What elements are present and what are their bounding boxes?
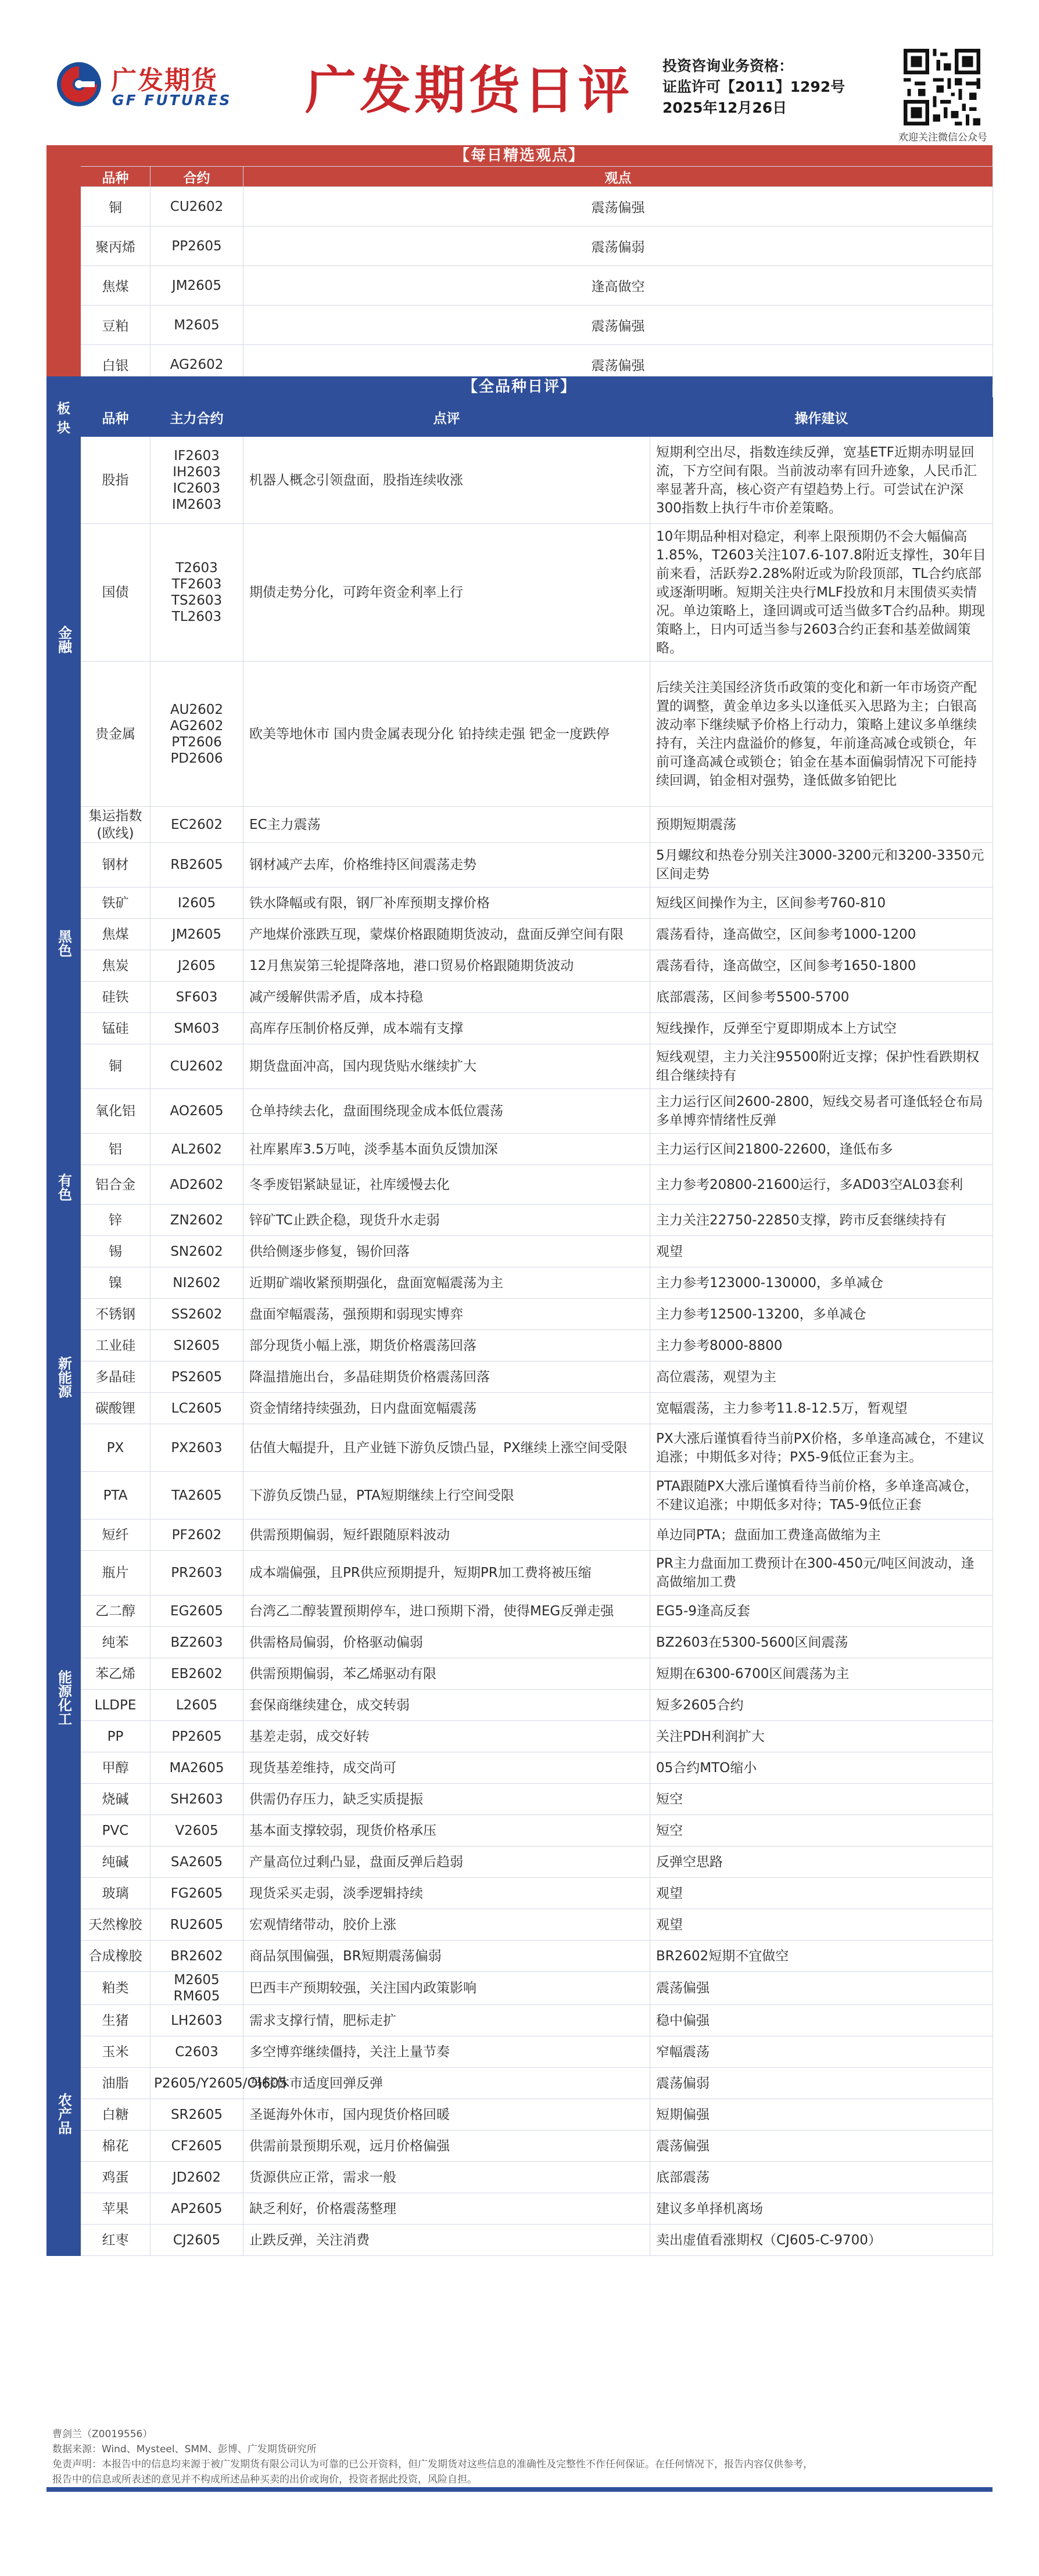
column-header-product: 品种 xyxy=(81,167,151,187)
contract-cell: M2605 xyxy=(151,306,243,345)
advice-cell: 观望 xyxy=(650,1878,993,1909)
report-header xyxy=(0,0,1039,145)
advice-cell: 10年期品种相对稳定，利率上限预期仍不会大幅偏高1.85%，T2603关注107.6-107.8附近支撑性，30年目前来看，活跃券2.28%附近或为阶段顶部，TL合约底部或逐渐明晰。短期关注央行MLF投放和月末围债买卖情况。单边策略上，逢回调或可适当做多T合约品种。期现策略上，日内可适当参与2603合约正套和基差做阔策略。 xyxy=(650,524,993,662)
comment-cell: 近期矿端收紧预期强化，盘面宽幅震荡为主 xyxy=(243,1267,650,1299)
table-row xyxy=(47,950,993,982)
contract-cell: BR2602 xyxy=(151,1941,243,1972)
product-cell: 合成橡胶 xyxy=(81,1941,151,1972)
contract-cell: P2605/Y2605/OI605 xyxy=(151,2068,243,2099)
contract-cell: CU2602 xyxy=(151,187,243,227)
contract-cell: SI2605 xyxy=(151,1330,243,1361)
contract-cell: CJ2605 xyxy=(151,2225,243,2256)
table-row xyxy=(47,1205,993,1236)
contract-cell: M2605 RM605 xyxy=(151,1972,243,2005)
table-row xyxy=(47,524,993,662)
contract-cell: EB2602 xyxy=(151,1658,243,1690)
report-title: 广发期货日评 xyxy=(305,60,633,120)
advice-cell: 短线观望，主力关注95500附近支撑；保护性看跌期权组合继续持有 xyxy=(650,1044,993,1089)
product-cell: 集运指数 (欧线) xyxy=(81,807,151,843)
comment-cell: 盘面窄幅震荡，强预期和弱现实博弈 xyxy=(243,1299,650,1330)
advice-cell: BZ2603在5300-5600区间震荡 xyxy=(650,1627,993,1658)
product-cell: 硅铁 xyxy=(81,982,151,1013)
sector-label: 能源化工 xyxy=(47,1424,81,1972)
product-cell: 玉米 xyxy=(81,2036,151,2068)
table-row xyxy=(47,1551,993,1596)
table-row xyxy=(47,1721,993,1752)
advice-cell: 建议多单择机离场 xyxy=(650,2193,993,2225)
comment-cell: 供需前景预期乐观，远月价格偏强 xyxy=(243,2131,650,2162)
comment-cell: 供给侧逐步修复，锡价回落 xyxy=(243,1236,650,1267)
analyst-line: 曹剑兰（Z0019556） xyxy=(52,2428,153,2440)
wechat-qr-code[interactable] xyxy=(904,49,980,125)
contract-cell: AD2602 xyxy=(151,1165,243,1205)
table-row xyxy=(47,1267,993,1299)
comment-cell: 宏观情绪带动，胶价上涨 xyxy=(243,1909,650,1941)
report-body xyxy=(46,145,993,2425)
table-row xyxy=(47,1941,993,1972)
product-cell: 工业硅 xyxy=(81,1330,151,1361)
product-cell: 锰硅 xyxy=(81,1013,151,1044)
table-row xyxy=(47,2162,993,2193)
product-cell: 玻璃 xyxy=(81,1878,151,1909)
contract-cell: MA2605 xyxy=(151,1752,243,1784)
product-cell: PVC xyxy=(81,1815,151,1846)
view-cell: 逢高做空 xyxy=(243,266,993,306)
contract-cell: T2603 TF2603 TS2603 TL2603 xyxy=(151,524,243,662)
contract-cell: AG2602 xyxy=(151,345,243,385)
product-cell: 苯乙烯 xyxy=(81,1658,151,1690)
table-row xyxy=(47,843,993,888)
product-cell: 短纤 xyxy=(81,1519,151,1551)
table-row xyxy=(47,437,993,524)
comment-cell: 需求支撑行情，肥标走扩 xyxy=(243,2005,650,2036)
contract-cell: PS2605 xyxy=(151,1361,243,1393)
comment-cell: 巴西丰产预期较强，关注国内政策影响 xyxy=(243,1972,650,2005)
product-cell: 不锈钢 xyxy=(81,1299,151,1330)
column-header-advice: 操作建议 xyxy=(650,398,993,437)
advice-cell: 短线区间操作为主，区间参考760-810 xyxy=(650,888,993,919)
license-label: 投资咨询业务资格： xyxy=(662,58,794,74)
comment-cell: 马棕休市适度回弹反弹 xyxy=(243,2068,650,2099)
advice-cell: 主力参考12500-13200，多单减仓 xyxy=(650,1299,993,1330)
contract-cell: AO2605 xyxy=(151,1089,243,1134)
comment-cell: 商品氛围偏强，BR短期震荡偏弱 xyxy=(243,1941,650,1972)
contract-cell: SA2605 xyxy=(151,1846,243,1878)
comment-cell: 货源供应正常，需求一般 xyxy=(243,2162,650,2193)
comment-cell: 资金情绪持续强劲，日内盘面宽幅震荡 xyxy=(243,1393,650,1424)
daily-picks-header: 【每日精选观点】 xyxy=(46,145,993,166)
advice-cell: EG5-9逢高反套 xyxy=(650,1596,993,1627)
advice-cell: 短期利空出尽，指数连续反弹，宽基ETF近期赤明显回流，下方空间有限。当前波动率有回升迹象，人民币汇率显著升高，核心资产有望趋势上行。可尝试在沪深300指数上执行牛市价差策略。 xyxy=(650,437,993,524)
advice-cell: 短空 xyxy=(650,1815,993,1846)
table-row xyxy=(47,1846,993,1878)
table-row xyxy=(47,1815,993,1846)
view-cell: 震荡偏强 xyxy=(243,187,993,227)
comment-cell: 12月焦炭第三轮提降落地，港口贸易价格跟随期货波动 xyxy=(243,950,650,982)
comment-cell: 多空博弈继续僵持，关注上量节奏 xyxy=(243,2036,650,2068)
contract-cell: PR2603 xyxy=(151,1551,243,1596)
advice-cell: BR2602短期不宜做空 xyxy=(650,1941,993,1972)
table-row xyxy=(47,187,993,227)
sector-label: 金融 xyxy=(47,437,81,843)
contract-cell: ZN2602 xyxy=(151,1205,243,1236)
table-row xyxy=(47,807,993,843)
advice-cell: PR主力盘面加工费预计在300-450元/吨区间波动，逢高做缩加工费 xyxy=(650,1551,993,1596)
product-cell: 焦煤 xyxy=(81,919,151,950)
contract-cell: SN2602 xyxy=(151,1236,243,1267)
contract-cell: TA2605 xyxy=(151,1472,243,1519)
contract-cell: CF2605 xyxy=(151,2131,243,2162)
column-header-main-contract: 主力合约 xyxy=(151,398,243,437)
product-cell: 纯碱 xyxy=(81,1846,151,1878)
comment-cell: 期债走势分化，可跨年资金利率上行 xyxy=(243,524,650,662)
advice-cell: PTA跟随PX大涨后谨慎看待当前价格，多单逢高减仓，不建议追涨；中期低多对待；TA5-9低位正套 xyxy=(650,1472,993,1519)
comment-cell: 欧美等地休市 国内贵金属表现分化 铂持续走强 钯金一度跌停 xyxy=(243,662,650,807)
advice-cell: 短多2605合约 xyxy=(650,1690,993,1721)
column-header-contract: 合约 xyxy=(151,167,243,187)
contract-cell: J2605 xyxy=(151,950,243,982)
contract-cell: SH2603 xyxy=(151,1784,243,1815)
comment-cell: 钢材减产去库，价格维持区间震荡走势 xyxy=(243,843,650,888)
comment-cell: 基差走弱，成交好转 xyxy=(243,1721,650,1752)
table-row xyxy=(47,2225,993,2256)
report-footer xyxy=(52,2427,982,2487)
product-cell: 股指 xyxy=(81,437,151,524)
comment-cell: 套保商继续建仓，成交转弱 xyxy=(243,1690,650,1721)
table-row xyxy=(47,2099,993,2131)
advice-cell: 短期偏强 xyxy=(650,2099,993,2131)
table-row xyxy=(47,1013,993,1044)
qr-caption: 欢迎关注微信公众号 xyxy=(898,132,987,143)
contract-cell: RB2605 xyxy=(151,843,243,888)
contract-cell: L2605 xyxy=(151,1690,243,1721)
comment-cell: 机器人概念引领盘面，股指连续收涨 xyxy=(243,437,650,524)
gf-futures-logo xyxy=(55,56,247,114)
product-cell: 国债 xyxy=(81,524,151,662)
column-header-sector: 板块 xyxy=(47,398,81,437)
table-row xyxy=(47,227,993,266)
product-cell: 甲醇 xyxy=(81,1752,151,1784)
table-row xyxy=(47,1165,993,1205)
contract-cell: EG2605 xyxy=(151,1596,243,1627)
table-row xyxy=(47,2036,993,2068)
logo-chinese-text: 广发期货 xyxy=(111,66,218,95)
comment-cell: 部分现货小幅上涨，期货价格震荡回落 xyxy=(243,1330,650,1361)
table-row xyxy=(47,982,993,1013)
comment-cell: 产量高位过剩凸显，盘面反弹后趋弱 xyxy=(243,1846,650,1878)
view-cell: 震荡偏强 xyxy=(243,306,993,345)
product-cell: 锡 xyxy=(81,1236,151,1267)
table-row xyxy=(47,1299,993,1330)
product-cell: PTA xyxy=(81,1472,151,1519)
product-cell: 生猪 xyxy=(81,2005,151,2036)
contract-cell: AL2602 xyxy=(151,1134,243,1165)
comment-cell: 圣诞海外休市，国内现货价格回暖 xyxy=(243,2099,650,2131)
full-review-table xyxy=(46,397,993,2256)
product-cell: 碳酸锂 xyxy=(81,1393,151,1424)
comment-cell: 期货盘面冲高，国内现货贴水继续扩大 xyxy=(243,1044,650,1089)
gf-logo-icon xyxy=(55,60,103,108)
comment-cell: 基本面支撑较弱，现货价格承压 xyxy=(243,1815,650,1846)
product-cell: 氧化铝 xyxy=(81,1089,151,1134)
product-cell: PX xyxy=(81,1424,151,1472)
column-header-product: 品种 xyxy=(81,398,151,437)
table-row xyxy=(47,1089,993,1134)
advice-cell: 震荡偏弱 xyxy=(650,2068,993,2099)
comment-cell: 台湾乙二醇装置预期停车，进口预期下滑，使得MEG反弹走强 xyxy=(243,1596,650,1627)
comment-cell: 供需仍存压力，缺乏实质提振 xyxy=(243,1784,650,1815)
product-cell: 焦炭 xyxy=(81,950,151,982)
comment-cell: 仓单持续去化，盘面围绕现金成本低位震荡 xyxy=(243,1089,650,1134)
product-cell: 焦煤 xyxy=(81,266,151,306)
advice-cell: 观望 xyxy=(650,1236,993,1267)
product-cell: 烧碱 xyxy=(81,1784,151,1815)
table-row xyxy=(47,1752,993,1784)
comment-cell: 现货采买走弱，淡季逻辑持续 xyxy=(243,1878,650,1909)
contract-cell: SR2605 xyxy=(151,2099,243,2131)
contract-cell: RU2605 xyxy=(151,1909,243,1941)
table-row xyxy=(47,1361,993,1393)
contract-cell: SS2602 xyxy=(151,1299,243,1330)
table-row xyxy=(47,2005,993,2036)
comment-cell: 下游负反馈凸显，PTA短期继续上行空间受限 xyxy=(243,1472,650,1519)
comment-cell: 社库累库3.5万吨，淡季基本面负反馈加深 xyxy=(243,1134,650,1165)
comment-cell: 减产缓解供需矛盾，成本持稳 xyxy=(243,982,650,1013)
table-row xyxy=(47,1044,993,1089)
product-cell: 天然橡胶 xyxy=(81,1909,151,1941)
advice-cell: 宽幅震荡，主力参考11.8-12.5万，暂观望 xyxy=(650,1393,993,1424)
comment-cell: 缺乏利好，价格震荡整理 xyxy=(243,2193,650,2225)
product-cell: 贵金属 xyxy=(81,662,151,807)
contract-cell: SM603 xyxy=(151,1013,243,1044)
disclaimer-line-2: 报告中的信息或所表述的意见并不构成所述品种买卖的出价或询价，投资者据此投资，风险自担。 xyxy=(52,2474,477,2485)
product-cell: 瓶片 xyxy=(81,1551,151,1596)
comment-cell: 高库存压制价格反弹，成本端有支撑 xyxy=(243,1013,650,1044)
product-cell: 镍 xyxy=(81,1267,151,1299)
advice-cell: 单边同PTA；盘面加工费逢高做缩为主 xyxy=(650,1519,993,1551)
table-row xyxy=(47,2068,993,2099)
comment-cell: 估值大幅提升，且产业链下游负反馈凸显，PX继续上涨空间受限 xyxy=(243,1424,650,1472)
product-cell: 乙二醇 xyxy=(81,1596,151,1627)
product-cell: 多晶硅 xyxy=(81,1361,151,1393)
contract-cell: IF2603 IH2603 IC2603 IM2603 xyxy=(151,437,243,524)
advice-cell: 短空 xyxy=(650,1784,993,1815)
sector-label: 农产品 xyxy=(47,1972,81,2256)
table-row xyxy=(47,1330,993,1361)
advice-cell: 5月螺纹和热卷分别关注3000-3200元和3200-3350元区间走势 xyxy=(650,843,993,888)
advice-cell: 主力运行区间21800-22600，逢低布多 xyxy=(650,1134,993,1165)
view-cell: 震荡偏强 xyxy=(243,345,993,385)
table-row xyxy=(47,1472,993,1519)
view-cell: 震荡偏弱 xyxy=(243,227,993,266)
advice-cell: 震荡偏强 xyxy=(650,1972,993,2005)
contract-cell: LH2603 xyxy=(151,2005,243,2036)
table-row xyxy=(47,2131,993,2162)
product-cell: 苹果 xyxy=(81,2193,151,2225)
advice-cell: 观望 xyxy=(650,1909,993,1941)
comment-cell: 现货基差维持，成交尚可 xyxy=(243,1752,650,1784)
license-info xyxy=(662,56,845,118)
table-row xyxy=(47,1909,993,1941)
contract-cell: EC2602 xyxy=(151,807,243,843)
comment-cell: 铁水降幅或有限，钢厂补库预期支撑价格 xyxy=(243,888,650,919)
product-cell: 铝合金 xyxy=(81,1165,151,1205)
contract-cell: PP2605 xyxy=(151,1721,243,1752)
contract-cell: PP2605 xyxy=(151,227,243,266)
table-row xyxy=(47,662,993,807)
product-cell: 钢材 xyxy=(81,843,151,888)
column-header-view: 观点 xyxy=(243,167,993,187)
full-review-header: 【全品种日评】 xyxy=(46,376,993,397)
product-cell: 棉花 xyxy=(81,2131,151,2162)
product-cell: 豆粕 xyxy=(81,306,151,345)
product-cell: 白银 xyxy=(81,345,151,385)
table-row xyxy=(47,1134,993,1165)
advice-cell: 主力运行区间2600-2800，短线交易者可逢低轻仓布局多单博弈情绪性反弹 xyxy=(650,1089,993,1134)
advice-cell: 主力参考20800-21600运行，多AD03空AL03套利 xyxy=(650,1165,993,1205)
sector-label: 新能源 xyxy=(47,1330,81,1424)
table-row xyxy=(47,1393,993,1424)
comment-cell: EC主力震荡 xyxy=(243,807,650,843)
report-date: 2025年12月26日 xyxy=(662,99,787,116)
table-row xyxy=(47,266,993,306)
advice-cell: 05合约MTO缩小 xyxy=(650,1752,993,1784)
bottom-divider xyxy=(46,2487,993,2492)
logo-english-text: GF FUTURES xyxy=(112,92,232,109)
advice-cell: 底部震荡，区间参考5500-5700 xyxy=(650,982,993,1013)
advice-cell: 底部震荡 xyxy=(650,2162,993,2193)
daily-picks-table xyxy=(46,166,993,385)
comment-cell: 供需预期偏弱，短纤跟随原料波动 xyxy=(243,1519,650,1551)
product-cell: 铜 xyxy=(81,1044,151,1089)
contract-cell: FG2605 xyxy=(151,1878,243,1909)
advice-cell: 窄幅震荡 xyxy=(650,2036,993,2068)
comment-cell: 锌矿TC止跌企稳，现货升水走弱 xyxy=(243,1205,650,1236)
advice-cell: 预期短期震荡 xyxy=(650,807,993,843)
advice-cell: 关注PDH利润扩大 xyxy=(650,1721,993,1752)
table-row xyxy=(47,1690,993,1721)
contract-cell: JD2602 xyxy=(151,2162,243,2193)
table-row xyxy=(47,1878,993,1909)
comment-cell: 供需格局偏弱，价格驱动偏弱 xyxy=(243,1627,650,1658)
table-row xyxy=(47,1784,993,1815)
table-row xyxy=(47,1236,993,1267)
product-cell: 纯苯 xyxy=(81,1627,151,1658)
contract-cell: C2603 xyxy=(151,2036,243,2068)
comment-cell: 成本端偏强，且PR供应预期提升，短期PR加工费将被压缩 xyxy=(243,1551,650,1596)
contract-cell: JM2605 xyxy=(151,919,243,950)
contract-cell: CU2602 xyxy=(151,1044,243,1089)
contract-cell: AP2605 xyxy=(151,2193,243,2225)
contract-cell: LC2605 xyxy=(151,1393,243,1424)
product-cell: 白糖 xyxy=(81,2099,151,2131)
product-cell: LLDPE xyxy=(81,1690,151,1721)
license-number: 证监许可【2011】1292号 xyxy=(662,78,845,95)
product-cell: 铝 xyxy=(81,1134,151,1165)
advice-cell: PX大涨后谨慎看待当前PX价格，多单逢高减仓，不建议追涨；中期低多对待；PX5-9低位正套为主。 xyxy=(650,1424,993,1472)
contract-cell: V2605 xyxy=(151,1815,243,1846)
advice-cell: 主力参考123000-130000，多单减仓 xyxy=(650,1267,993,1299)
table-row xyxy=(47,1596,993,1627)
product-cell: 铁矿 xyxy=(81,888,151,919)
contract-cell: SF603 xyxy=(151,982,243,1013)
product-cell: 鸡蛋 xyxy=(81,2162,151,2193)
picks-side-bar xyxy=(47,187,81,385)
advice-cell: 卖出虚值看涨期权（CJ605-C-9700） xyxy=(650,2225,993,2256)
table-row xyxy=(47,1519,993,1551)
advice-cell: 稳中偏强 xyxy=(650,2005,993,2036)
disclaimer-line-1: 免责声明：本报告中的信息均来源于被广发期货有限公司认为可靠的已公开资料，但广发期货对这些信息的准确性及完整性不作任何保证。在任何情况下，报告内容仅供参考， xyxy=(52,2459,813,2470)
product-cell: 红枣 xyxy=(81,2225,151,2256)
contract-cell: PX2603 xyxy=(151,1424,243,1472)
advice-cell: 震荡看待，逢高做空，区间参考1000-1200 xyxy=(650,919,993,950)
table-row xyxy=(47,1972,993,2005)
contract-cell: JM2605 xyxy=(151,266,243,306)
table-row xyxy=(47,2193,993,2225)
table-row xyxy=(47,888,993,919)
advice-cell: 反弹空思路 xyxy=(650,1846,993,1878)
advice-cell: 短期在6300-6700区间震荡为主 xyxy=(650,1658,993,1690)
product-cell: 油脂 xyxy=(81,2068,151,2099)
product-cell: 聚丙烯 xyxy=(81,227,151,266)
advice-cell: 震荡偏强 xyxy=(650,2131,993,2162)
advice-cell: 震荡看待，逢高做空，区间参考1650-1800 xyxy=(650,950,993,982)
contract-cell: AU2602 AG2602 PT2606 PD2606 xyxy=(151,662,243,807)
product-cell: 粕类 xyxy=(81,1972,151,2005)
product-cell: 铜 xyxy=(81,187,151,227)
column-header-comment: 点评 xyxy=(243,398,650,437)
product-cell: PP xyxy=(81,1721,151,1752)
sector-label: 有色 xyxy=(47,1044,81,1330)
advice-cell: 短线操作，反弹至宁夏即期成本上方试空 xyxy=(650,1013,993,1044)
comment-cell: 冬季废铝紧缺显证，社库缓慢去化 xyxy=(243,1165,650,1205)
advice-cell: 后续关注美国经济货币政策的变化和新一年市场资产配置的调整，黄金单边多头以逢低买入思路为主；白银高波动率下继续赋予价格上行动力，策略上建议多单继续持有，关注内盘溢价的修复，年前逢高减仓或锁仓，年前可逢高减仓或锁仓；铂金在基本面偏弱情况下可能持续回调，铂金相对强势，逢低做多铂钯比 xyxy=(650,662,993,807)
table-row xyxy=(47,1658,993,1690)
comment-cell: 止跌反弹，关注消费 xyxy=(243,2225,650,2256)
data-source-line: 数据来源：Wind、Mysteel、SMM、彭博、广发期货研究所 xyxy=(52,2444,317,2455)
sector-label: 黑色 xyxy=(47,843,81,1044)
contract-cell: BZ2603 xyxy=(151,1627,243,1658)
comment-cell: 产地煤价涨跌互现，蒙煤价格跟随期货波动，盘面反弹空间有限 xyxy=(243,919,650,950)
product-cell: 锌 xyxy=(81,1205,151,1236)
table-row xyxy=(47,306,993,345)
contract-cell: NI2602 xyxy=(151,1267,243,1299)
advice-cell: 高位震荡，观望为主 xyxy=(650,1361,993,1393)
table-row xyxy=(47,1627,993,1658)
table-row xyxy=(47,1424,993,1472)
contract-cell: I2605 xyxy=(151,888,243,919)
advice-cell: 主力参考8000-8800 xyxy=(650,1330,993,1361)
table-row xyxy=(47,919,993,950)
comment-cell: 供需预期偏弱，苯乙烯驱动有限 xyxy=(243,1658,650,1690)
advice-cell: 主力关注22750-22850支撑，跨市反套继续持有 xyxy=(650,1205,993,1236)
contract-cell: PF2602 xyxy=(151,1519,243,1551)
comment-cell: 降温措施出台，多晶硅期货价格震荡回落 xyxy=(243,1361,650,1393)
